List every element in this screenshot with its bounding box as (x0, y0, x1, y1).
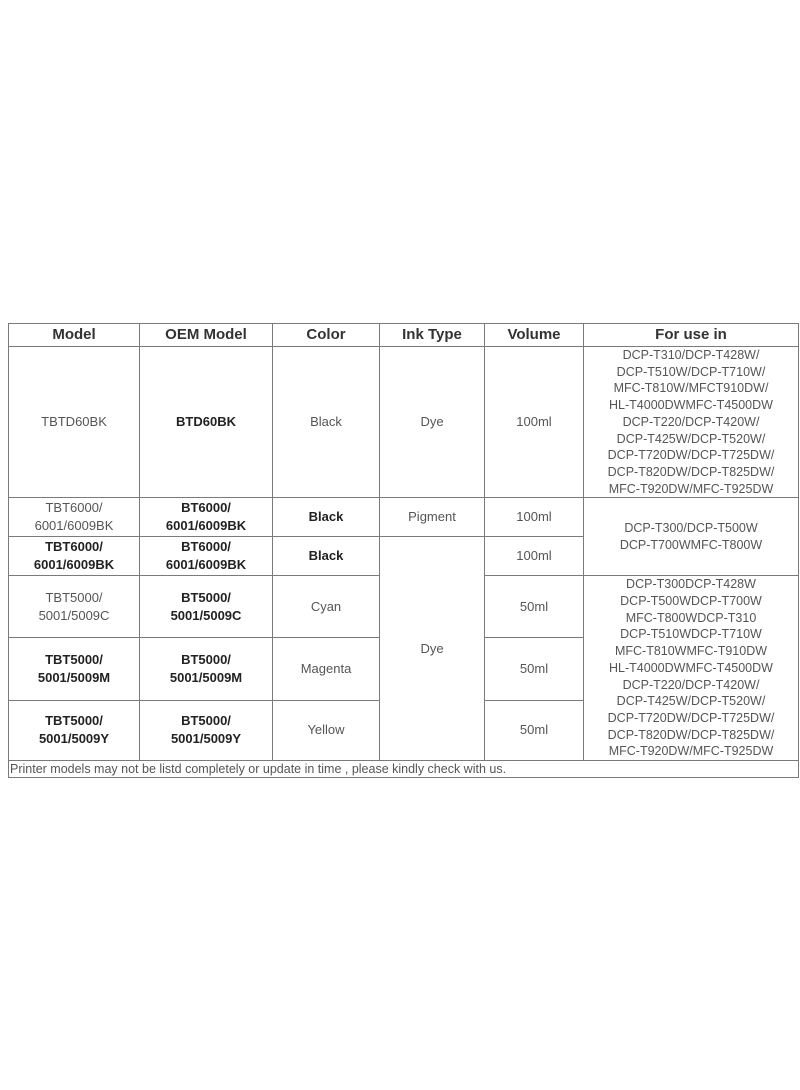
oem-model-cell: BT5000/ 5001/5009M (140, 637, 273, 700)
ink-type-cell: Pigment (380, 498, 485, 537)
model-cell: TBT5000/ 5001/5009C (9, 576, 140, 638)
color-cell: Black (273, 537, 380, 576)
header-ink-type: Ink Type (380, 324, 485, 347)
oem-model-cell: BT6000/ 6001/6009BK (140, 537, 273, 576)
oem-model-cell: BT5000/ 5001/5009Y (140, 700, 273, 761)
color-cell: Cyan (273, 576, 380, 638)
oem-model-cell: BT6000/ 6001/6009BK (140, 498, 273, 537)
model-cell: TBT5000/ 5001/5009Y (9, 700, 140, 761)
header-volume: Volume (485, 324, 584, 347)
header-for-use-in: For use in (584, 324, 799, 347)
ink-type-cell: Dye (380, 537, 485, 761)
printer-compat-cell: DCP-T300DCP-T428W DCP-T500WDCP-T700W MFC-T800WDCP-T310 DCP-T510WDCP-T710W MFC-T810WMFC-T910DW HL-T4000DWMFC-T4500DW DCP-T220/DCP-T420W/ DCP-T425W/DCP-T520W/ DCP-T720DW/DCP-T725DW/ DCP-T820DW/DCP-T825DW/ MFC-T920DW/MFC-T925DW (584, 576, 799, 761)
volume-cell: 50ml (485, 576, 584, 638)
oem-model-cell: BTD60BK (140, 347, 273, 498)
color-cell: Yellow (273, 700, 380, 761)
disclaimer-note: Printer models may not be listd completely or update in time , please kindly check with us. (8, 761, 799, 778)
table-row (9, 347, 799, 498)
table-header-row (9, 324, 799, 347)
model-cell: TBT6000/ 6001/6009BK (9, 498, 140, 537)
compatibility-table (8, 323, 799, 761)
ink-type-cell: Dye (380, 347, 485, 498)
header-color: Color (273, 324, 380, 347)
compatibility-table-wrapper (8, 323, 798, 778)
volume-cell: 100ml (485, 537, 584, 576)
color-cell: Black (273, 498, 380, 537)
color-cell: Magenta (273, 637, 380, 700)
volume-cell: 50ml (485, 700, 584, 761)
printer-compat-cell: DCP-T310/DCP-T428W/ DCP-T510W/DCP-T710W/ MFC-T810W/MFCT910DW/ HL-T4000DWMFC-T4500DW DCP-T220/DCP-T420W/ DCP-T425W/DCP-T520W/ DCP-T720DW/DCP-T725DW/ DCP-T820DW/DCP-T825DW/ MFC-T920DW/MFC-T925DW (584, 347, 799, 498)
volume-cell: 50ml (485, 637, 584, 700)
model-cell: TBT6000/ 6001/6009BK (9, 537, 140, 576)
volume-cell: 100ml (485, 347, 584, 498)
table-row (9, 498, 799, 537)
header-model: Model (9, 324, 140, 347)
oem-model-cell: BT5000/ 5001/5009C (140, 576, 273, 638)
model-cell: TBTD60BK (9, 347, 140, 498)
printer-compat-cell: DCP-T300/DCP-T500W DCP-T700WMFC-T800W (584, 498, 799, 576)
color-cell: Black (273, 347, 380, 498)
volume-cell: 100ml (485, 498, 584, 537)
model-cell: TBT5000/ 5001/5009M (9, 637, 140, 700)
header-oem-model: OEM Model (140, 324, 273, 347)
